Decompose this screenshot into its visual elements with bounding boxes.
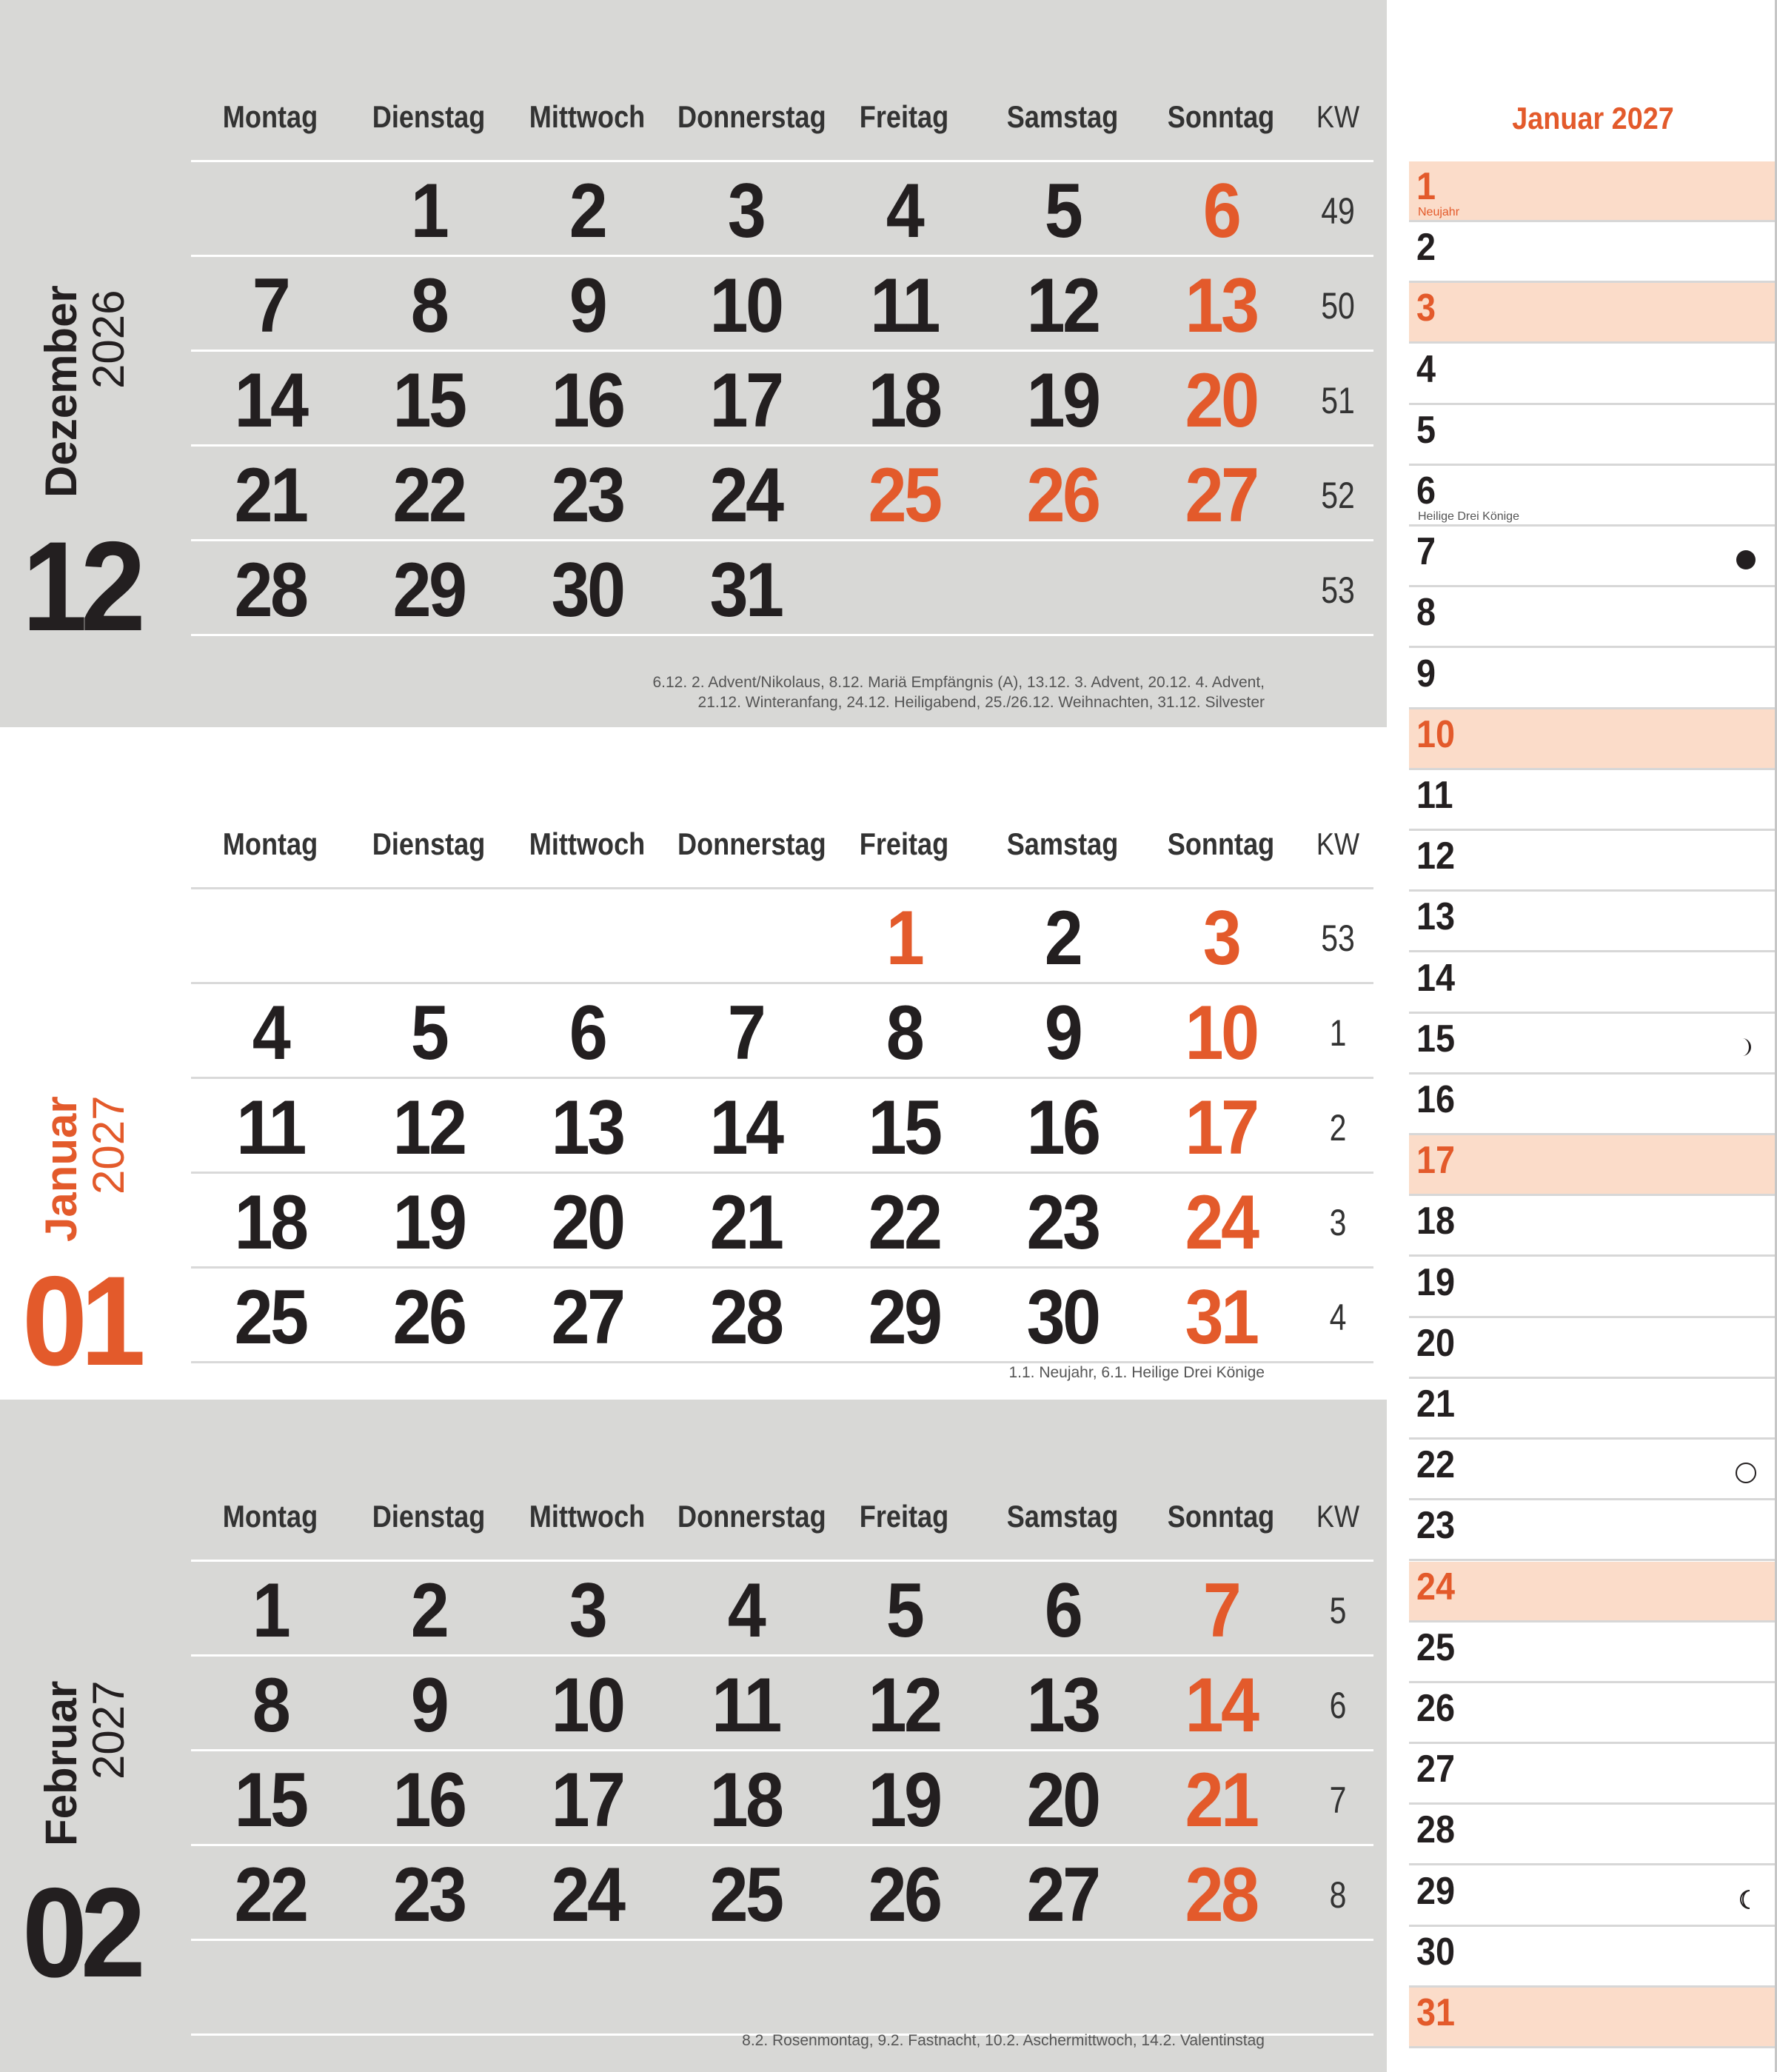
month-notes: 8.2. Rosenmontag, 9.2. Fastnacht, 10.2. Aschermittwoch, 14.2. Valentinstag <box>742 2032 1265 2049</box>
strip-day-number: 26 <box>1416 1687 1456 1730</box>
strip-day-row <box>1409 831 1775 892</box>
day-cell: 26 <box>868 1852 940 1938</box>
weekday-header-sonntag: Sonntag <box>1167 1499 1275 1534</box>
day-cell: 8 <box>410 263 447 349</box>
strip-day-number: 2 <box>1416 226 1436 270</box>
day-cell: 11 <box>236 1085 304 1171</box>
weekday-header-donnerstag: Donnerstag <box>677 826 826 861</box>
day-cell: 4 <box>886 168 923 254</box>
row-divider <box>191 1560 1373 1562</box>
strip-day-row <box>1409 649 1775 709</box>
day-cell: 30 <box>551 547 623 633</box>
month-panel-01 <box>0 727 1387 1400</box>
day-cell: 13 <box>1026 1662 1099 1748</box>
day-cell: 12 <box>868 1662 940 1748</box>
strip-holiday-label: Neujahr <box>1418 206 1460 218</box>
weekday-header-mittwoch: Mittwoch <box>529 1499 646 1534</box>
strip-holiday-label: Heilige Drei Könige <box>1418 510 1519 523</box>
day-cell: 15 <box>392 358 465 444</box>
strip-day-number: 16 <box>1416 1078 1456 1121</box>
strip-day-number: 4 <box>1416 347 1436 391</box>
day-cell: 14 <box>709 1085 782 1171</box>
day-cell: 5 <box>410 990 447 1076</box>
day-cell: 30 <box>1026 1274 1099 1360</box>
day-cell: 9 <box>410 1662 447 1748</box>
day-cell: 19 <box>1026 358 1099 444</box>
kw-header: KW <box>1316 826 1360 861</box>
week-number: 53 <box>1321 918 1355 959</box>
strip-day-number: 31 <box>1416 1991 1456 2034</box>
row-divider <box>191 160 1373 162</box>
strip-day-row <box>1409 405 1775 466</box>
weekday-header-dienstag: Dienstag <box>372 99 486 134</box>
strip-day-row <box>1409 953 1775 1014</box>
strip-day-row <box>1409 1318 1775 1379</box>
weekday-header-samstag: Samstag <box>1006 826 1119 861</box>
weekday-header-mittwoch: Mittwoch <box>529 826 646 861</box>
day-cell: 4 <box>727 1568 764 1654</box>
strip-day-number: 21 <box>1416 1383 1456 1426</box>
day-cell: 6 <box>569 990 606 1076</box>
day-cell: 28 <box>1185 1852 1257 1938</box>
day-cell: 9 <box>1044 990 1081 1076</box>
week-number: 8 <box>1329 1874 1347 1916</box>
week-number: 51 <box>1321 380 1355 421</box>
strip-day-number: 22 <box>1416 1443 1456 1487</box>
day-cell: 12 <box>1026 263 1099 349</box>
strip-day-number: 28 <box>1416 1808 1456 1852</box>
day-cell: 18 <box>868 358 940 444</box>
weekday-header-donnerstag: Donnerstag <box>677 1499 826 1534</box>
strip-day-row <box>1409 1683 1775 1744</box>
week-number: 50 <box>1321 285 1355 327</box>
week-number: 49 <box>1321 190 1355 232</box>
strip-day-number: 9 <box>1416 652 1436 695</box>
day-cell: 16 <box>1026 1085 1099 1171</box>
day-cell: 21 <box>1185 1757 1257 1843</box>
day-cell: 1 <box>410 168 447 254</box>
strip-day-number: 30 <box>1416 1930 1456 1974</box>
kw-header: KW <box>1316 99 1360 134</box>
month-notes: 1.1. Neujahr, 6.1. Heilige Drei Könige <box>1008 1364 1265 1381</box>
day-cell: 23 <box>1026 1180 1099 1266</box>
strip-title: Januar 2027 <box>1512 101 1674 136</box>
strip-day-number: 3 <box>1416 287 1436 330</box>
day-cell: 22 <box>868 1180 940 1266</box>
month-panel-12 <box>0 0 1387 727</box>
day-cell: 9 <box>569 263 606 349</box>
day-cell: 31 <box>1185 1274 1257 1360</box>
day-cell: 13 <box>551 1085 623 1171</box>
strip-day-row <box>1409 1927 1775 1988</box>
week-number: 7 <box>1329 1779 1347 1821</box>
strip-day-number: 19 <box>1416 1260 1456 1304</box>
day-cell: 4 <box>252 990 289 1076</box>
month-number: 01 <box>22 1250 139 1392</box>
strip-day-row <box>1409 222 1775 283</box>
strip-day-number: 25 <box>1416 1625 1456 1669</box>
row-divider <box>191 887 1373 889</box>
strip-day-row <box>1409 1744 1775 1805</box>
weekday-header-samstag: Samstag <box>1006 99 1119 134</box>
day-cell: 15 <box>234 1757 307 1843</box>
strip-day-row <box>1409 1988 1775 2048</box>
strip-day-number: 13 <box>1416 895 1456 939</box>
day-cell: 10 <box>1185 990 1257 1076</box>
weekday-header-dienstag: Dienstag <box>372 826 486 861</box>
strip-day-number: 23 <box>1416 1504 1456 1548</box>
strip-day-row <box>1409 1014 1775 1075</box>
strip-day-row <box>1409 1379 1775 1440</box>
day-cell: 8 <box>252 1662 289 1748</box>
weekday-header-freitag: Freitag <box>859 99 949 134</box>
strip-day-row <box>1409 1562 1775 1622</box>
weekday-header-freitag: Freitag <box>859 826 949 861</box>
strip-day-row <box>1409 283 1775 344</box>
month-year: 2026 <box>84 290 133 390</box>
week-number: 6 <box>1329 1685 1347 1726</box>
day-cell: 8 <box>886 990 923 1076</box>
weekday-header-montag: Montag <box>222 99 318 134</box>
day-cell: 14 <box>1185 1662 1257 1748</box>
weekday-header-sonntag: Sonntag <box>1167 826 1275 861</box>
week-number: 1 <box>1329 1012 1347 1054</box>
month-name: Februar <box>36 1681 86 1847</box>
strip-day-row <box>1409 466 1775 527</box>
day-cell: 17 <box>551 1757 623 1843</box>
day-cell: 10 <box>709 263 782 349</box>
strip-day-number: 12 <box>1416 835 1456 878</box>
month-number: 02 <box>22 1862 139 2004</box>
day-cell: 10 <box>551 1662 623 1748</box>
month-name: Januar <box>36 1096 86 1242</box>
strip-day-row <box>1409 770 1775 831</box>
day-cell: 7 <box>727 990 764 1076</box>
strip-day-number: 17 <box>1416 1139 1456 1183</box>
day-cell: 20 <box>551 1180 623 1266</box>
strip-day-number: 15 <box>1416 1017 1456 1060</box>
day-cell: 26 <box>1026 452 1099 538</box>
strip-day-number: 8 <box>1416 591 1436 635</box>
strip-day-number: 27 <box>1416 1748 1456 1791</box>
day-cell: 28 <box>234 547 307 633</box>
weekday-header-mittwoch: Mittwoch <box>529 99 646 134</box>
day-cell: 3 <box>1202 895 1239 981</box>
day-cell: 7 <box>1202 1568 1239 1654</box>
day-cell: 2 <box>1044 895 1081 981</box>
strip-day-number: 20 <box>1416 1321 1456 1365</box>
day-cell: 3 <box>569 1568 606 1654</box>
day-cell: 27 <box>551 1274 623 1360</box>
day-cell: 11 <box>870 263 938 349</box>
week-number: 52 <box>1321 475 1355 516</box>
day-cell: 12 <box>392 1085 465 1171</box>
strip-day-row <box>1409 1257 1775 1318</box>
day-cell: 21 <box>709 1180 782 1266</box>
strip-day-row <box>1409 527 1775 587</box>
day-cell: 21 <box>234 452 307 538</box>
week-number: 53 <box>1321 569 1355 611</box>
day-cell: 2 <box>569 168 606 254</box>
day-cell: 25 <box>234 1274 307 1360</box>
strip-day-row <box>1409 1440 1775 1500</box>
day-cell: 11 <box>712 1662 780 1748</box>
strip-day-row <box>1409 1196 1775 1257</box>
day-cell: 22 <box>234 1852 307 1938</box>
day-cell: 23 <box>551 452 623 538</box>
day-cell: 24 <box>1185 1180 1257 1266</box>
day-cell: 19 <box>392 1180 465 1266</box>
strip-day-number: 11 <box>1416 774 1453 817</box>
strip-day-number: 10 <box>1416 712 1456 756</box>
day-cell: 3 <box>727 168 764 254</box>
weekday-header-dienstag: Dienstag <box>372 1499 486 1534</box>
strip-day-number: 29 <box>1416 1869 1456 1913</box>
strip-day-row <box>1409 587 1775 648</box>
kw-header: KW <box>1316 1499 1360 1534</box>
weekday-header-montag: Montag <box>222 1499 318 1534</box>
day-cell: 28 <box>709 1274 782 1360</box>
day-cell: 2 <box>410 1568 447 1654</box>
strip-day-row <box>1409 1622 1775 1683</box>
weekday-header-donnerstag: Donnerstag <box>677 99 826 134</box>
week-number: 5 <box>1329 1590 1347 1631</box>
day-cell: 15 <box>868 1085 940 1171</box>
strip-day-row <box>1409 1500 1775 1561</box>
day-cell: 16 <box>551 358 623 444</box>
weekday-header-freitag: Freitag <box>859 1499 949 1534</box>
strip-day-number: 24 <box>1416 1565 1456 1608</box>
day-cell: 29 <box>392 547 465 633</box>
day-cell: 27 <box>1026 1852 1099 1938</box>
day-cell: 6 <box>1044 1568 1081 1654</box>
week-number: 3 <box>1329 1202 1347 1243</box>
day-cell: 16 <box>392 1757 465 1843</box>
day-cell: 18 <box>234 1180 307 1266</box>
day-cell: 5 <box>886 1568 923 1654</box>
month-number: 12 <box>22 515 139 658</box>
strip-day-number: 18 <box>1416 1200 1456 1243</box>
day-cell: 13 <box>1185 263 1257 349</box>
strip-day-number: 7 <box>1416 530 1436 574</box>
day-cell: 24 <box>709 452 782 538</box>
day-cell: 19 <box>868 1757 940 1843</box>
day-cell: 26 <box>392 1274 465 1360</box>
day-cell: 18 <box>709 1757 782 1843</box>
day-cell: 20 <box>1026 1757 1099 1843</box>
strip-day-number: 14 <box>1416 956 1456 1000</box>
month-name: Dezember <box>36 285 86 498</box>
month-year: 2027 <box>84 1681 133 1780</box>
day-cell: 25 <box>709 1852 782 1938</box>
strip-day-number: 5 <box>1416 408 1436 452</box>
strip-day-row <box>1409 892 1775 952</box>
weekday-header-montag: Montag <box>222 826 318 861</box>
strip-day-row <box>1409 161 1775 222</box>
strip-day-row <box>1409 1866 1775 1927</box>
day-cell: 5 <box>1044 168 1081 254</box>
strip-day-number: 6 <box>1416 469 1436 512</box>
day-cell: 24 <box>551 1852 623 1938</box>
day-cell: 23 <box>392 1852 465 1938</box>
day-cell: 25 <box>868 452 940 538</box>
strip-day-row <box>1409 1805 1775 1865</box>
day-cell: 29 <box>868 1274 940 1360</box>
day-cell: 14 <box>234 358 307 444</box>
strip-day-row <box>1409 709 1775 770</box>
day-cell: 1 <box>252 1568 289 1654</box>
weekday-header-samstag: Samstag <box>1006 1499 1119 1534</box>
day-cell: 6 <box>1202 168 1239 254</box>
strip-day-number: 1 <box>1416 165 1436 208</box>
strip-day-row <box>1409 1075 1775 1135</box>
day-cell: 20 <box>1185 358 1257 444</box>
day-cell: 27 <box>1185 452 1257 538</box>
month-year: 2027 <box>84 1096 133 1195</box>
day-cell: 22 <box>392 452 465 538</box>
day-cell: 7 <box>252 263 289 349</box>
week-number: 2 <box>1329 1107 1347 1149</box>
day-cell: 17 <box>1185 1085 1257 1171</box>
month-notes: 6.12. 2. Advent/Nikolaus, 8.12. Mariä Empfängnis (A), 13.12. 3. Advent, 20.12. 4. Advent, 21.12. Winteranfang, 24.12. Heiligabend, 25./26.12. Weihnachten, 31.12. Silvester <box>652 674 1265 711</box>
strip-day-row <box>1409 344 1775 405</box>
day-cell: 31 <box>709 547 782 633</box>
day-cell: 17 <box>709 358 782 444</box>
month-panel-02 <box>0 1400 1387 2072</box>
week-number: 4 <box>1329 1297 1347 1338</box>
weekday-header-sonntag: Sonntag <box>1167 99 1275 134</box>
strip-day-row <box>1409 1135 1775 1196</box>
day-cell: 1 <box>886 895 923 981</box>
